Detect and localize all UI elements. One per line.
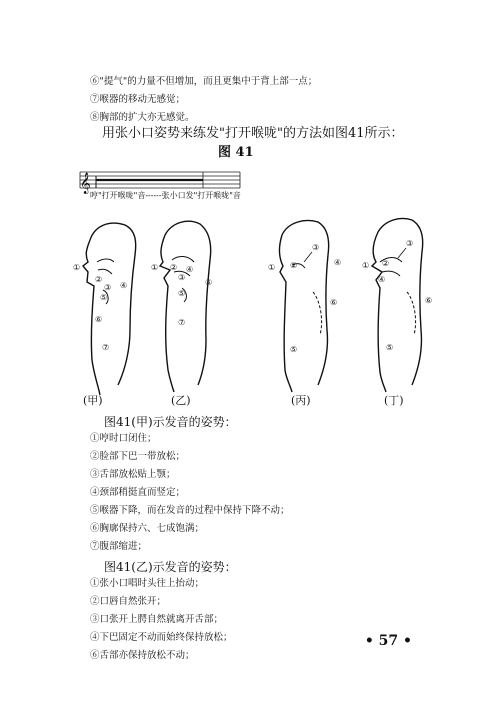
svg-text:①: ① [268,263,276,272]
svg-text:③: ③ [178,273,186,282]
section1-item-7: ⑦腹部缩进； [90,541,148,552]
svg-text:②: ② [170,263,178,272]
svg-text:③: ③ [406,239,414,248]
svg-text:⑤: ⑤ [290,345,298,354]
page-number: • 57 • [364,633,412,649]
svg-text:⑤: ⑤ [178,289,186,298]
figure-jia [83,223,136,395]
section1-item-1: ①哼时口闭住； [90,433,157,444]
staff-caption: 哼"打开喉咙"音------张小口发"打开喉咙"音 [90,191,241,200]
svg-text:④: ④ [378,275,386,284]
markers-bing [268,243,341,354]
markers-jia [73,263,127,352]
section1-item-4: ④颈部稍挺直而竖定； [90,487,186,498]
svg-text:⑦: ⑦ [102,343,110,352]
svg-text:②: ② [382,259,390,268]
section2-title: 图41(乙)示发音的姿势： [104,560,237,574]
section2-item-4: ④下巴固定不动而始终保持放松； [90,632,233,643]
figure-bing [279,221,328,392]
intro-text: 用张小口姿势来练发"打开喉咙"的方法如图41所示： [102,126,404,141]
section2-item-3: ③口张开上腭自然就离开舌部； [90,614,224,625]
section2-item-5: ⑥舌部亦保持放松不动； [90,650,195,661]
text-line-1: ⑥"提气"的力量不但增加，而且更集中于背上部一点； [90,76,318,87]
svg-text:③: ③ [104,283,112,292]
figure-label-bing: (丙) [291,394,311,407]
svg-text:④: ④ [120,281,128,290]
section1-title: 图41(甲)示发音的姿势： [104,415,237,429]
svg-text:①: ① [73,263,81,272]
section2-item-2: ②口唇自然张开； [90,596,167,607]
svg-text:②: ② [95,275,103,284]
section1-item-2: ②脸部下巴一带放松； [90,451,186,462]
svg-text:⑥: ⑥ [425,296,433,305]
svg-text:③: ③ [312,243,320,252]
svg-text:⑥: ⑥ [95,315,103,324]
svg-text:②: ② [290,261,298,270]
section1-item-5: ⑤喉器下降，而在发音的过程中保持下降不动； [90,505,290,516]
svg-text:⑤: ⑤ [100,293,108,302]
figure-title: 图 41 [218,145,254,160]
text-line-2: ⑦喉器的移动无感觉； [90,94,186,105]
section1-item-6: ⑥胸廓保持六、七成饱满； [90,523,205,534]
svg-text:①: ① [362,261,370,270]
figure-yi [160,221,211,392]
figure-label-jia: (甲) [83,394,103,407]
markers-yi [151,263,212,327]
section2-item-1: ①张小口唱时头往上抬动； [90,578,205,589]
figure-label-ding: (丁) [384,394,404,407]
section1-item-3: ③舌部放松贴上颚； [90,469,176,480]
svg-text:④: ④ [186,265,194,274]
figure-label-yi: (乙) [171,394,191,407]
figure-ding [372,219,423,393]
svg-text:⑤: ⑤ [386,343,394,352]
text-line-3: ⑧胸部的扩大亦无感觉。 [90,112,195,123]
svg-text:①: ① [151,263,159,272]
treble-clef: 𝄞 [80,173,91,194]
svg-text:⑥: ⑥ [205,278,213,287]
svg-text:④: ④ [334,258,342,267]
svg-text:⑦: ⑦ [178,318,186,327]
svg-text:⑥: ⑥ [330,298,338,307]
